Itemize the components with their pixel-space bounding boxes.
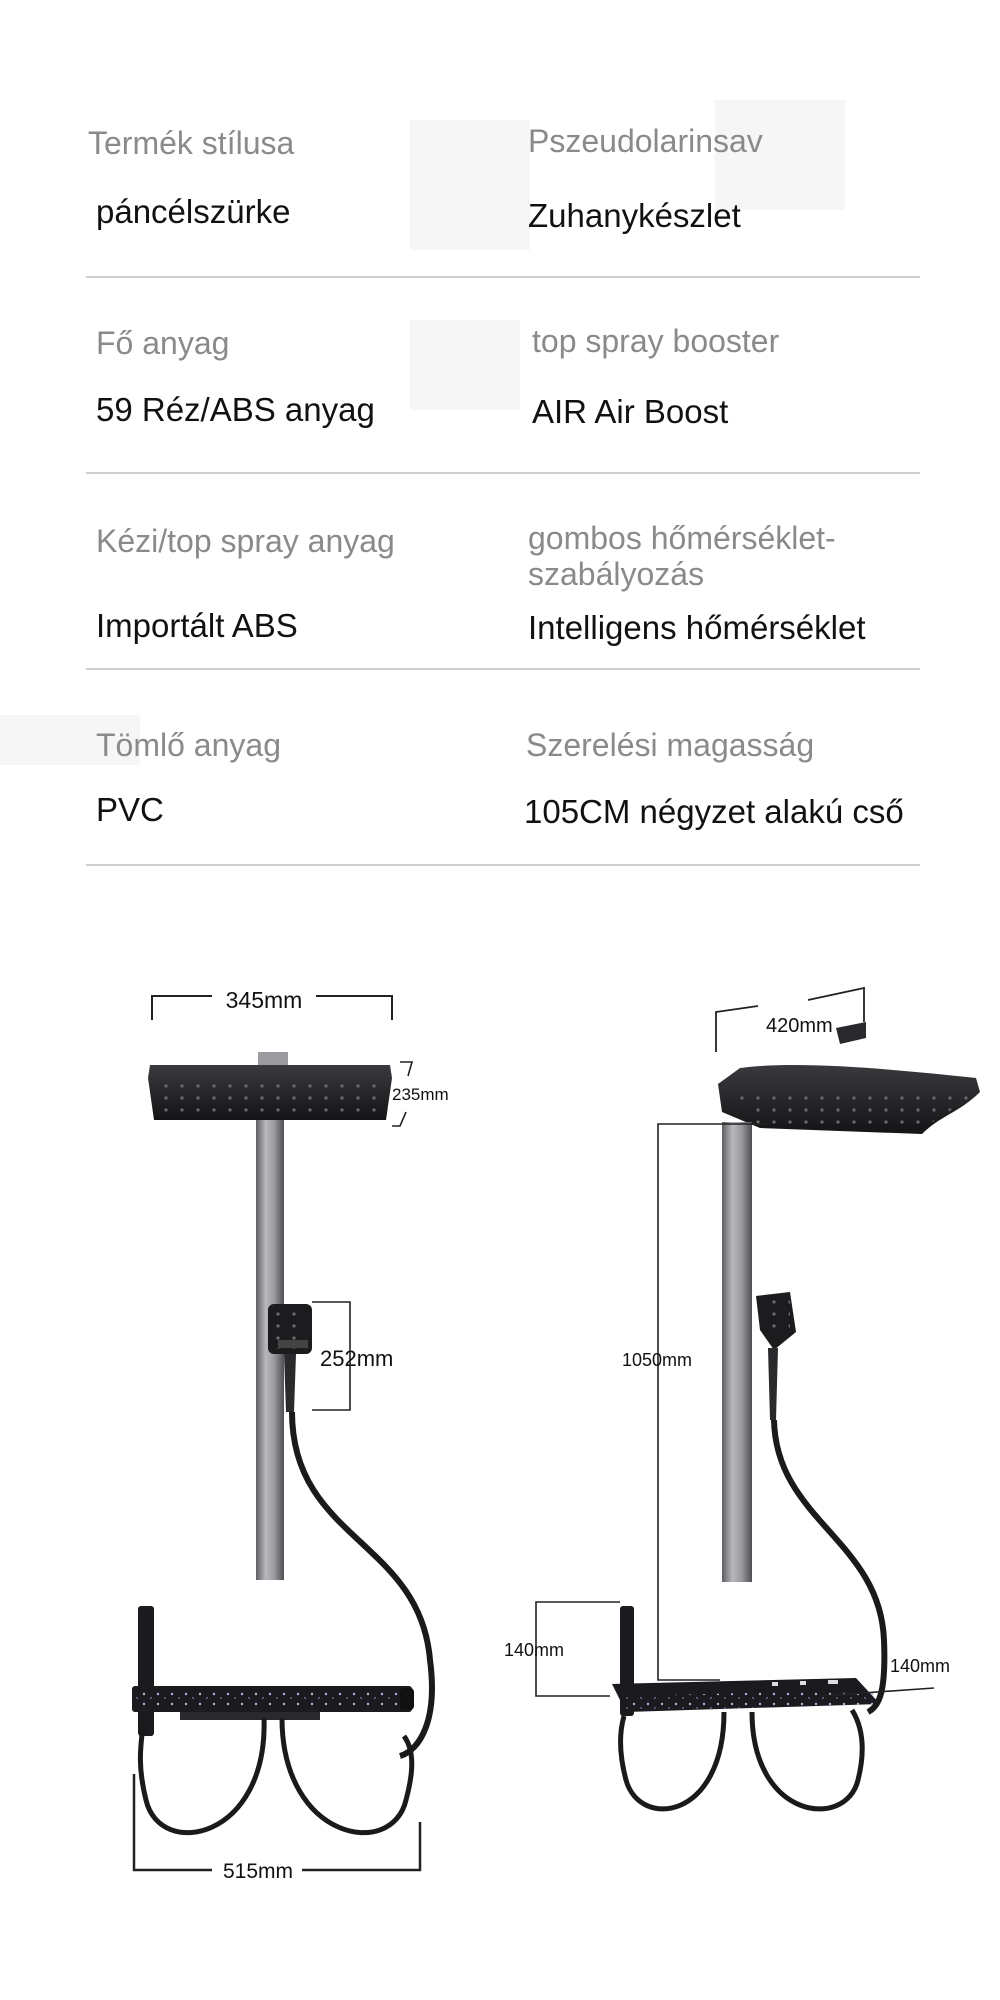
spec-label-category: Pszeudolarinsav <box>528 123 763 159</box>
control-knob <box>400 1688 414 1710</box>
side-column-height-label: 140mm <box>504 1640 565 1660</box>
nozzle-pattern <box>760 1298 790 1330</box>
spec-value-style: páncélszürke <box>96 193 291 230</box>
head-connector <box>258 1052 288 1066</box>
nozzle-pattern <box>156 1078 384 1118</box>
watermark <box>410 120 530 250</box>
hose-loop <box>140 1716 264 1833</box>
side-shelf-depth-label: 140mm <box>890 1656 951 1676</box>
hose-loop <box>621 1712 725 1809</box>
spec-label-install-height: Szerelési magasság <box>526 727 815 763</box>
front-head-width-label: 345mm <box>225 987 303 1013</box>
hand-shower-handle <box>768 1348 778 1420</box>
spec-value-temperature-control: Intelligens hőmérséklet <box>528 609 866 646</box>
panel-indicator <box>772 1682 778 1686</box>
divider <box>86 472 920 474</box>
dimension-line <box>658 1124 770 1680</box>
spec-label-hose-material: Tömlő anyag <box>96 727 281 763</box>
panel-indicator <box>828 1680 838 1684</box>
spec-label-style: Termék stílusa <box>88 125 295 161</box>
hand-shower-handle <box>284 1354 296 1412</box>
spec-value-category: Zuhanykészlet <box>528 197 741 234</box>
spec-table <box>0 0 1000 900</box>
spec-value-booster: AIR Air Boost <box>532 393 729 430</box>
spec-label-main-material: Fő anyag <box>96 325 230 361</box>
spec-value-spray-material: Importált ABS <box>96 607 298 644</box>
shower-pipe <box>722 1122 752 1582</box>
side-view <box>504 988 980 1809</box>
valve-body <box>180 1712 320 1720</box>
shower-hose <box>774 1420 884 1712</box>
dimension-line <box>134 1774 420 1870</box>
spec-label-temperature-control: gombos hőmérséklet-szabályozás <box>528 520 836 592</box>
front-handheld-height-label: 252mm <box>320 1346 394 1371</box>
spec-value-main-material: 59 Réz/ABS anyag <box>96 391 375 428</box>
divider <box>86 276 920 278</box>
side-pipe-height-label: 1050mm <box>622 1350 693 1370</box>
hand-shower-holder <box>278 1340 308 1348</box>
panel-indicator <box>800 1681 806 1685</box>
spec-label-spray-material: Kézi/top spray anyag <box>96 523 395 559</box>
front-total-width-label: 515mm <box>222 1860 294 1883</box>
front-head-depth-label: 235mm <box>392 1085 449 1104</box>
head-arm <box>836 1022 866 1044</box>
spec-value-install-height: 105CM négyzet alakú cső <box>524 793 904 830</box>
divider <box>86 864 920 866</box>
shelf-light-strip <box>136 1692 408 1706</box>
divider <box>86 668 920 670</box>
dimension-diagram <box>0 900 1000 2000</box>
hose-loop <box>282 1718 412 1833</box>
hose-loop <box>752 1710 862 1809</box>
spec-value-hose-material: PVC <box>96 791 164 828</box>
side-head-length-label: 420mm <box>766 1015 833 1037</box>
watermark <box>410 320 520 410</box>
spec-label-booster: top spray booster <box>532 323 780 359</box>
front-view <box>132 987 449 1883</box>
